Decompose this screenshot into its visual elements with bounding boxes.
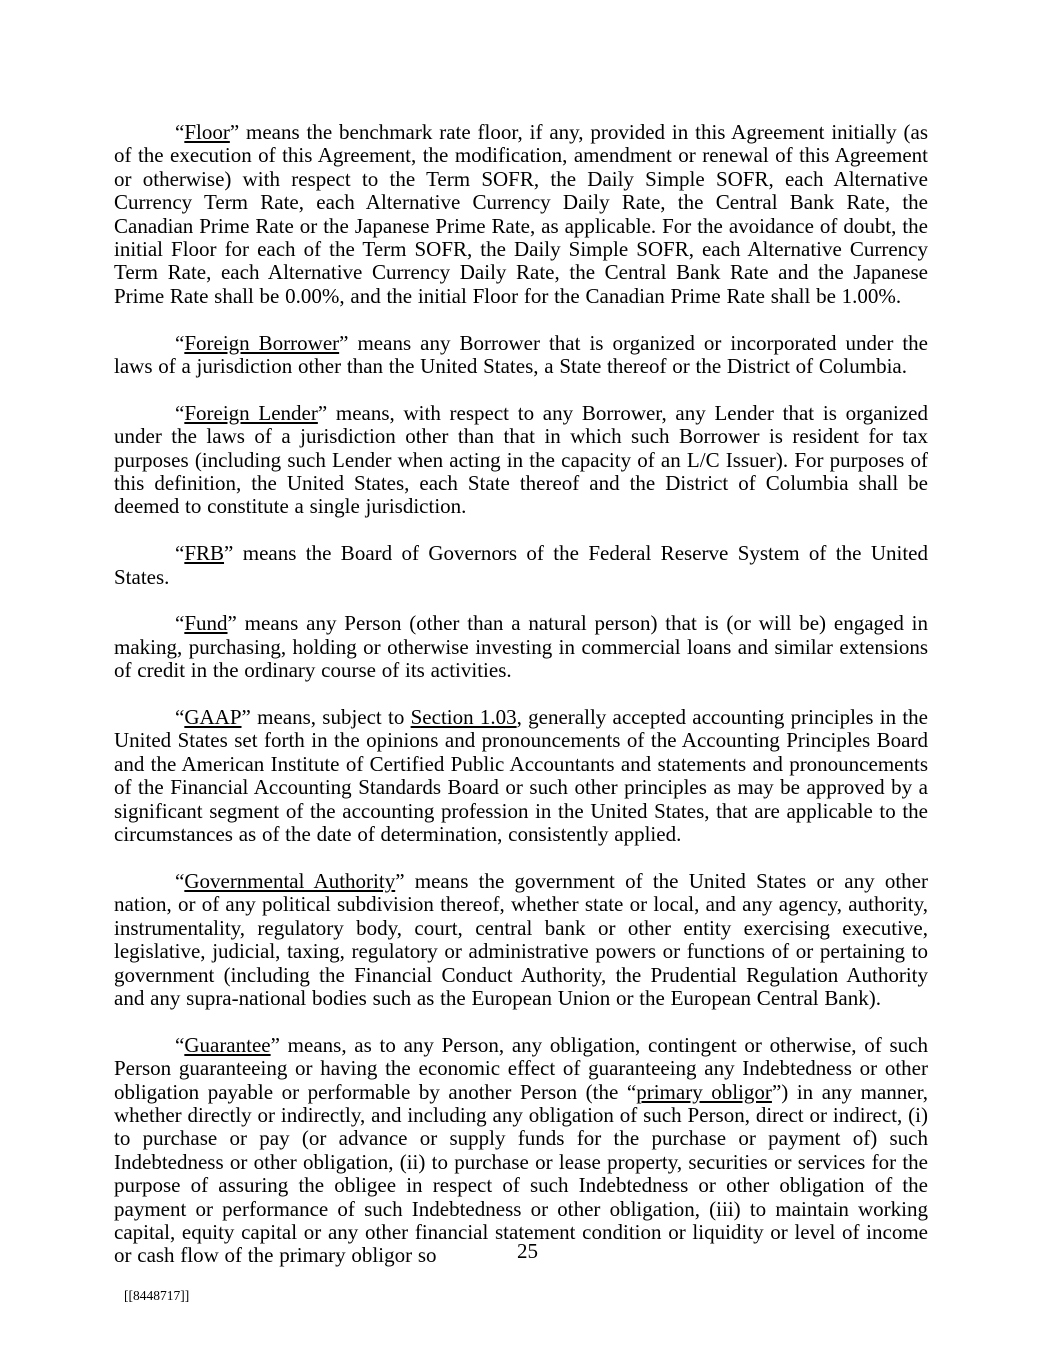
definitions-text (114, 121, 928, 1268)
paragraph-text: “ (175, 611, 185, 636)
paragraph-text: “ (175, 705, 185, 730)
paragraph-text: “ (175, 541, 185, 566)
page-number: 25 (517, 1239, 538, 1263)
paragraph-text: “ (175, 120, 185, 144)
paragraph (114, 612, 928, 682)
defined-term: Governmental Authority (184, 868, 396, 893)
paragraph (114, 870, 928, 1010)
paragraph (114, 706, 928, 846)
paragraph-text: ” means the Board of Governors of the Federal Reserve System of the United States. (114, 541, 928, 589)
defined-term: FRB (184, 541, 225, 566)
paragraph-text: ” means the government of the United States or any other nation, or of any political subdivision thereof, whether state or local, and any agency, authority, instrumentality, regulatory body, court, central bank or other entity exercising executive, legislative, judicial, taxing, regulatory or administrative powers or functions of or pertaining to government (including the Financial Conduct Authority, the Prudential Regulation Authority and any supra-national bodies such as the European Union or the European Central Bank). (114, 868, 928, 1010)
paragraph-text: ” means, with respect to any Borrower, any Lender that is organized under the laws of a jurisdiction other than that in which such Borrower is resident for tax purposes (including such Lender when acting in the capacity of an L/C Issuer). For purposes of this definition, the United States, each State thereof and the District of Columbia shall be deemed to constitute a single jurisdiction. (114, 400, 928, 519)
defined-term: Section 1.03 (410, 705, 517, 730)
paragraph (114, 332, 928, 379)
defined-term: primary obligor (636, 1079, 772, 1104)
paragraph-text: “ (175, 400, 185, 425)
paragraph-text: ”) in any manner, whether directly or indirectly, and including any obligation of such Person, direct or indirect, (i) to purchase or pay (or advance or supply funds for the purchase or payment of) such Indebtedness or other obligation, (ii) to purchase or lease property, securities or services for the purpose of assuring the obligee in respect of such Indebtedness or other obligation of the payment or performance of such Indebtedness or other obligation, (iii) to maintain working capital, equity capital or any other financial statement condition or liquidity or level of income or cash flow of the primary obligor so (114, 1079, 928, 1268)
paragraph-text: ” means, as to any Person, any obligation, contingent or otherwise, of such Person guaranteeing or having the economic effect of guaranteeing any Indebtedness or other obligation payable or performable by another Person (the “ (114, 1032, 928, 1104)
defined-term: Fund (184, 611, 228, 636)
paragraph-text: , generally accepted accounting principles in the United States set forth in the opinions and pronouncements of the Accounting Principles Board and the American Institute of Certified Public Accountants and statements and pronouncements of the Financial Accounting Standards Board or such other principles as may be approved by a significant segment of the accounting profession in the United States, that are applicable to the circumstances as of the date of determination, consistently applied. (114, 705, 928, 847)
paragraph-text: ” means any Borrower that is organized or incorporated under the laws of a jurisdiction other than the United States, a State thereof or the District of Columbia. (114, 330, 928, 379)
defined-term: Guarantee (184, 1032, 271, 1057)
paragraph (114, 1034, 928, 1268)
paragraph (114, 542, 928, 589)
defined-term: Foreign Lender (184, 400, 318, 425)
paragraph (114, 121, 928, 308)
paragraph (114, 402, 928, 519)
defined-term: GAAP (184, 705, 242, 730)
paragraph-text: ” means the benchmark rate floor, if any, provided in this Agreement initially (as of the execution of this Agreement, the modification, amendment or renewal of this Agreement or otherwise) with respect to the Term SOFR, the Daily Simple SOFR, each Alternative Currency Term Rate, each Alternative Currency Daily Rate, the Central Bank Rate, the Canadian Prime Rate or the Japanese Prime Rate, as applicable. For the avoidance of doubt, the initial Floor for each of the Term SOFR, the Daily Simple SOFR, each Alternative Currency Term Rate, each Alternative Currency Daily Rate, the Central Bank Rate and the Japanese Prime Rate shall be 0.00%, and the initial Floor for the Canadian Prime Rate shall be 1.00%. (114, 120, 928, 308)
paragraph-text: ” means any Person (other than a natural person) that is (or will be) engaged in making, purchasing, holding or otherwise investing in commercial loans and similar extensions of credit in the ordinary course of its activities. (114, 611, 928, 683)
paragraph-text: “ (175, 1032, 185, 1057)
document-id: [[8448717]] (124, 1288, 190, 1303)
defined-term: Foreign Borrower (184, 330, 340, 355)
defined-term: Floor (184, 120, 230, 144)
paragraph-text: “ (175, 868, 185, 893)
paragraph-text: “ (175, 330, 185, 355)
paragraph-text: ” means, subject to (241, 705, 411, 730)
